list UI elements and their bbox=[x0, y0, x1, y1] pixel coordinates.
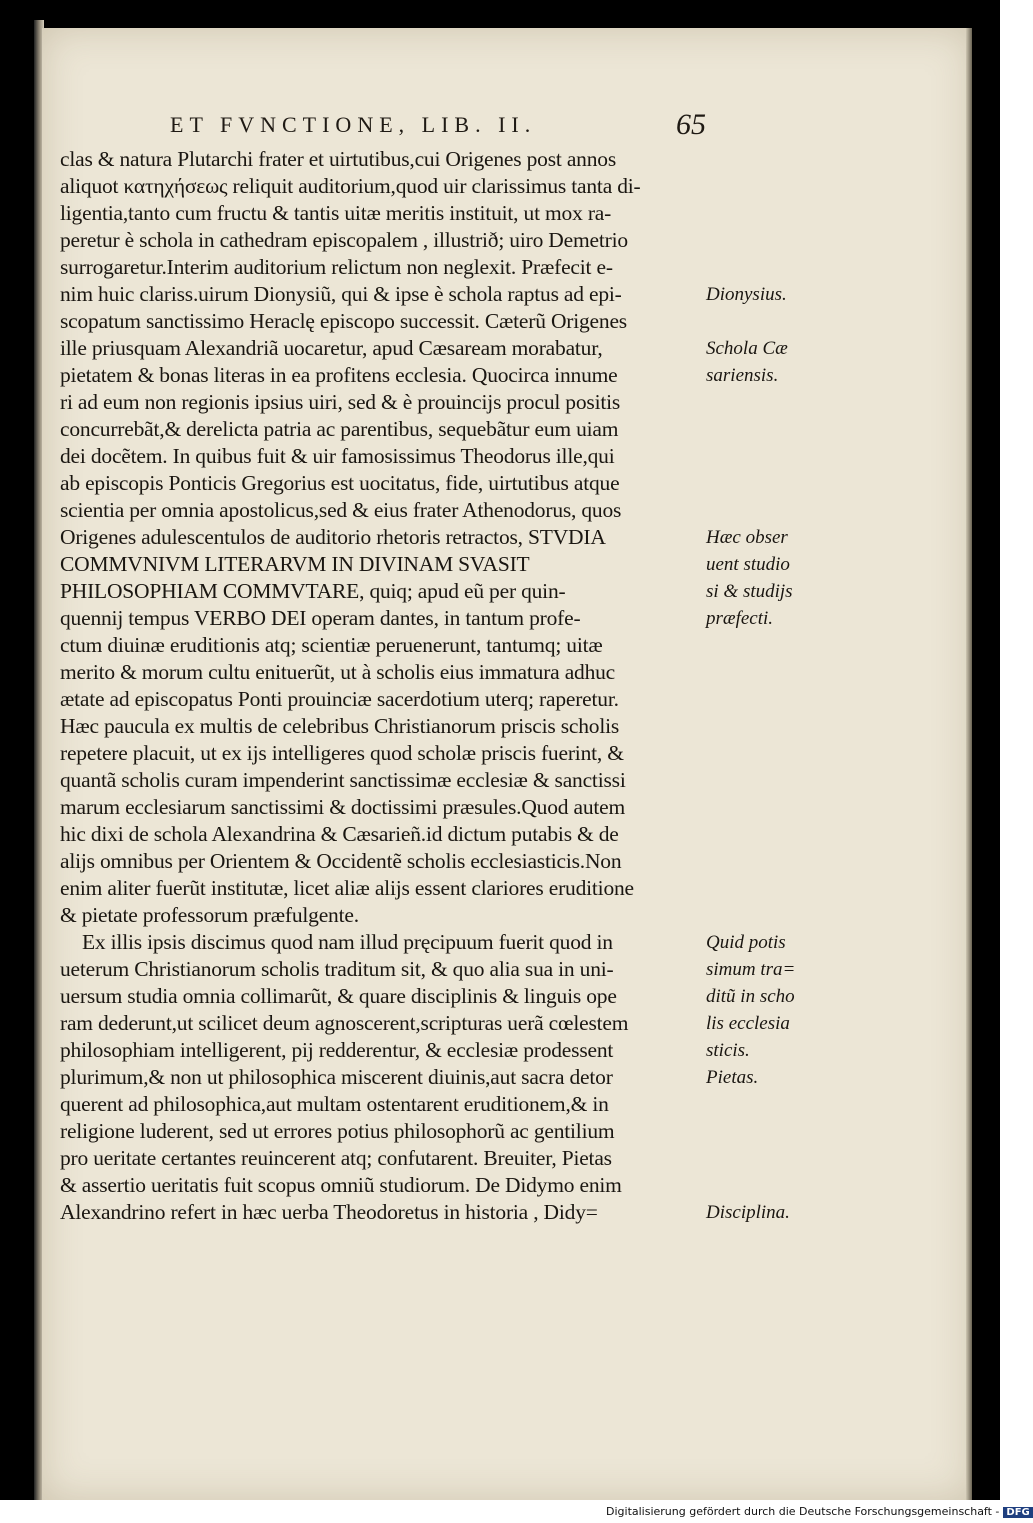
text-line: ab episcopis Ponticis Gregorius est uocitatus, fide, uirtutibus atque bbox=[60, 471, 620, 495]
main-text-block bbox=[60, 146, 706, 1226]
running-head: ET FVNCTIONE, LIB. II. bbox=[170, 112, 537, 137]
text-line: repetere placuit, ut ex ijs intelligeres quod scholæ priscis fuerint, & bbox=[60, 741, 624, 765]
text-line: & pietate professorum præfulgente. bbox=[60, 903, 359, 927]
text-line: ctum diuinæ eruditionis atq; scientiæ peruenerunt, tantumq; uitæ bbox=[60, 633, 603, 657]
text-line: querent ad philosophica,aut multam ostentarent eruditionem,& in bbox=[60, 1092, 609, 1116]
margin-note: Schola Cæ bbox=[706, 338, 788, 359]
margin-note: lis ecclesia bbox=[706, 1013, 790, 1034]
text-line: & assertio ueritatis fuit scopus omniũ studiorum. De Didymo enim bbox=[60, 1173, 622, 1197]
margin-note: sticis. bbox=[706, 1040, 750, 1061]
text-line: Origenes adulescentulos de auditorio rhetoris retractos, STVDIA bbox=[60, 525, 606, 549]
margin-note: Dionysius. bbox=[706, 284, 787, 305]
text-line: Alexandrino refert in hæc uerba Theodoretus in historia , Didy= bbox=[60, 1200, 598, 1224]
text-line: ram dederunt,ut scilicet deum agnoscerent,scripturas uerã cœlestem bbox=[60, 1011, 629, 1035]
margin-note: uent studio bbox=[706, 554, 790, 575]
text-line: COMMVNIVM LITERARVM IN DIVINAM SVASIT bbox=[60, 552, 530, 576]
digitization-footer bbox=[606, 1505, 1030, 1521]
margin-note: præfecti. bbox=[706, 608, 774, 629]
footer-text: Digitalisierung gefördert durch die Deutsche Forschungsgemeinschaft - bbox=[606, 1505, 1000, 1518]
text-line: aliquot κατηχήσεως reliquit auditorium,quod uir clarissimus tanta di- bbox=[60, 174, 641, 198]
text-line: surrogaretur.Interim auditorium relictum non neglexit. Præfecit e- bbox=[60, 255, 613, 279]
page-number: 65 bbox=[676, 108, 706, 141]
margin-note: Hæc obser bbox=[706, 527, 788, 548]
dfg-logo: DFG bbox=[1003, 1507, 1032, 1518]
text-line: concurrebãt,& derelicta patria ac parentibus, sequebãtur eum uiam bbox=[60, 417, 619, 441]
text-line: philosophiam intelligerent, pij redderentur, & ecclesiæ prodessent bbox=[60, 1038, 614, 1062]
text-line: scopatum sanctissimo Heraclę episcopo successit. Cæterũ Origenes bbox=[60, 309, 627, 333]
text-line: ueterum Christianorum scholis traditum sit, & quo alia sua in uni- bbox=[60, 957, 614, 981]
text-line: clas & natura Plutarchi frater et uirtutibus,cui Origenes post annos bbox=[60, 147, 616, 171]
text-line: marum ecclesiarum sanctissimi & doctissimi præsules.Quod autem bbox=[60, 795, 626, 819]
text-line: dei docẽtem. In quibus fuit & uir famosissimus Theodorus ille,qui bbox=[60, 444, 615, 468]
text-line: ille priusquam Alexandriã uocaretur, apud Cæsaream morabatur, bbox=[60, 336, 603, 360]
margin-note: sariensis. bbox=[706, 365, 779, 386]
text-line: PHILOSOPHIAM COMMVTARE, quiq; apud eũ per quin- bbox=[60, 579, 566, 603]
text-line: merito & morum cultu enituerũt, ut à scholis eius immatura adhuc bbox=[60, 660, 616, 684]
text-line: alijs omnibus per Orientem & Occidentẽ scholis ecclesiasticis.Non bbox=[60, 849, 622, 873]
margin-note: Quid potis bbox=[706, 932, 786, 953]
text-line: ligentia,tanto cum fructu & tantis uitæ meritis instituit, ut mox ra- bbox=[60, 201, 612, 225]
text-line: ætate ad episcopatus Ponti prouinciæ sacerdotium uterq; raperetur. bbox=[60, 687, 619, 711]
text-line: enim aliter fuerũt institutæ, licet aliæ alijs essent clariores eruditione bbox=[60, 876, 634, 900]
text-line: plurimum,& non ut philosophica miscerent diuinis,aut sacra detor bbox=[60, 1065, 613, 1089]
text-line: uersum studia omnia collimarũt, & quare disciplinis & linguis ope bbox=[60, 984, 617, 1008]
text-line: pietatem & bonas literas in ea profitens ecclesia. Quocirca innume bbox=[60, 363, 618, 387]
text-line: scientia per omnia apostolicus,sed & eius frater Athenodorus, quos bbox=[60, 498, 622, 522]
page-right-edge bbox=[966, 28, 972, 1500]
text-line: nim huic clariss.uirum Dionysiũ, qui & ipse è schola raptus ad epi- bbox=[60, 282, 622, 306]
margin-note: Pietas. bbox=[706, 1067, 759, 1088]
text-line: quantã scholis curam impenderint sanctissimæ ecclesiæ & sanctissi bbox=[60, 768, 626, 792]
text-line: pro ueritate certantes reuincerent atq; confutarent. Breuiter, Pietas bbox=[60, 1146, 612, 1170]
text-line: peretur è schola in cathedram episcopalem , illustrið; uiro Demetrio bbox=[60, 228, 628, 252]
text-line: hic dixi de schola Alexandrina & Cæsarieñ.id dictum putabis & de bbox=[60, 822, 619, 846]
margin-note: ditũ in scho bbox=[706, 986, 795, 1007]
text-line: ri ad eum non regionis ipsius uiri, sed & è prouincijs procul positis bbox=[60, 390, 621, 414]
text-line: quennij tempus VERBO DEI operam dantes, in tantum profe- bbox=[60, 606, 581, 630]
margin-note: si & studijs bbox=[706, 581, 793, 602]
text-line: Ex illis ipsis discimus quod nam illud pręcipuum fuerit quod in bbox=[82, 930, 613, 954]
margin-note: simum tra= bbox=[706, 959, 796, 980]
text-line: Hæc paucula ex multis de celebribus Christianorum priscis scholis bbox=[60, 714, 620, 738]
text-line: religione luderent, sed ut errores potius philosophorũ ac gentilium bbox=[60, 1119, 615, 1143]
margin-note: Disciplina. bbox=[706, 1202, 790, 1223]
